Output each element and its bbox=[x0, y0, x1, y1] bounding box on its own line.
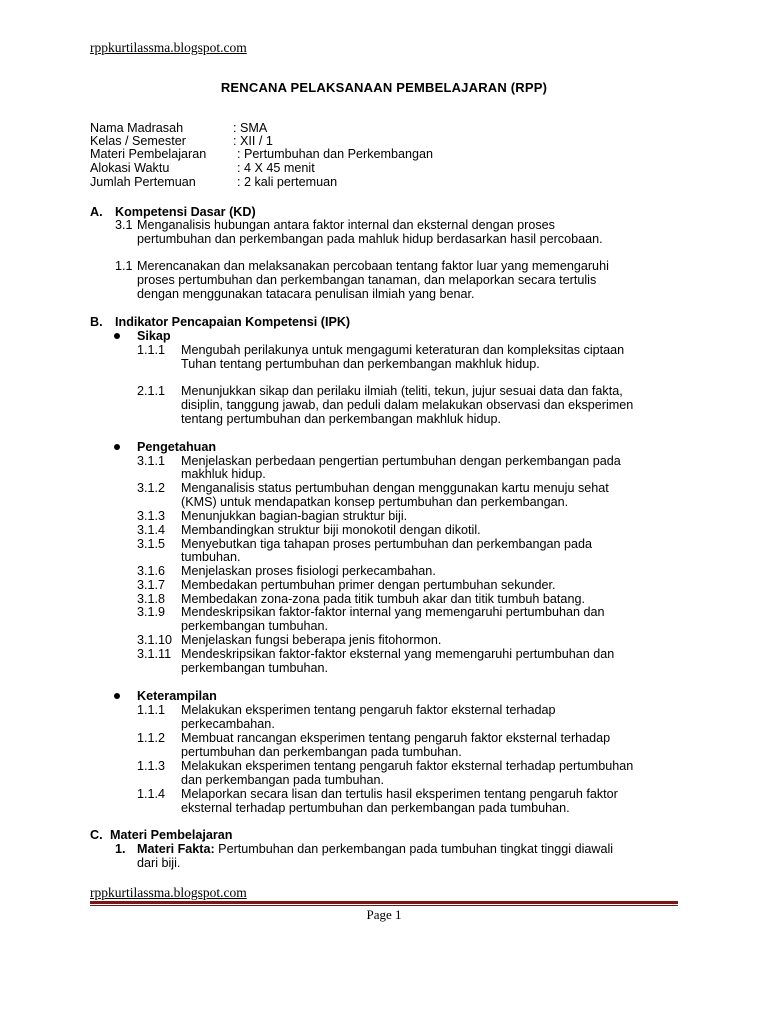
keterampilan-title: Keterampilan bbox=[137, 689, 217, 703]
kd-num-2: 1.1 bbox=[115, 259, 133, 273]
ipk-num: 2.1.1 bbox=[137, 384, 166, 398]
ipk-num: 3.1.10 bbox=[137, 633, 173, 647]
ipk-line: Membedakan zona-zona pada titik tumbuh akar dan titik tumbuh batang. bbox=[181, 592, 585, 606]
pengetahuan-title: Pengetahuan bbox=[137, 440, 217, 454]
section-c-title: Materi Pembelajaran bbox=[110, 828, 233, 842]
ipk-line: eksternal terhadap pertumbuhan dan perkembangan pada tumbuhan. bbox=[181, 801, 570, 815]
section-b-title: Indikator Pencapaian Kompetensi (IPK) bbox=[115, 315, 351, 329]
ipk-line: Membedakan pertumbuhan primer dengan pertumbuhan sekunder. bbox=[181, 578, 556, 592]
ipk-line: perkecambahan. bbox=[181, 717, 275, 731]
ipk-num: 1.1.4 bbox=[137, 787, 166, 801]
section-b-letter: B. bbox=[90, 315, 103, 329]
ipk-line: Menunjukkan bagian-bagian struktur biji. bbox=[181, 509, 408, 523]
materi-label: Materi Fakta: bbox=[137, 842, 215, 856]
ipk-line: Melakukan eksperimen tentang pengaruh faktor eksternal terhadap bbox=[181, 703, 556, 717]
ipk-line: makhluk hidup. bbox=[181, 467, 266, 481]
kd-num-1: 3.1 bbox=[115, 218, 133, 232]
footer-site-link[interactable]: rppkurtilassma.blogspot.com bbox=[90, 885, 247, 900]
identity-value-4: : 4 X 45 menit bbox=[237, 161, 315, 175]
materi-line bbox=[137, 842, 613, 856]
sikap-title: Sikap bbox=[137, 329, 171, 343]
header-site-link[interactable]: rppkurtilassma.blogspot.com bbox=[90, 40, 247, 55]
ipk-line: Melaporkan secara lisan dan tertulis hasil eksperimen tentang pengaruh faktor bbox=[181, 787, 618, 801]
identity-label-5: Jumlah Pertemuan bbox=[90, 175, 196, 189]
document-title: RENCANA PELAKSANAAN PEMBELAJARAN (RPP) bbox=[220, 80, 548, 95]
ipk-line: Menunjukkan sikap dan perilaku ilmiah (teliti, tekun, jujur sesuai data dan fakta, bbox=[181, 384, 623, 398]
kd-line: proses pertumbuhan dan perkembangan tanaman, dan melaporkan secara tertulis bbox=[137, 273, 597, 287]
ipk-line: Menjelaskan fungsi beberapa jenis fitohormon. bbox=[181, 633, 442, 647]
identity-value-5: : 2 kali pertemuan bbox=[237, 175, 338, 189]
footer-divider-thin bbox=[90, 905, 678, 906]
kd-line: Merencanakan dan melaksanakan percobaan tentang faktor luar yang memengaruhi bbox=[137, 259, 609, 273]
ipk-line: Mendeskripsikan faktor-faktor internal yang memengaruhi pertumbuhan dan bbox=[181, 605, 605, 619]
kd-line: dengan menggunakan tatacara penulisan ilmiah yang benar. bbox=[137, 287, 475, 301]
ipk-line: Membuat rancangan eksperimen tentang pengaruh faktor eksternal terhadap bbox=[181, 731, 611, 745]
identity-label-1: Nama Madrasah bbox=[90, 121, 184, 135]
ipk-line: Membandingkan struktur biji monokotil dengan dikotil. bbox=[181, 523, 481, 537]
ipk-line: Melakukan eksperimen tentang pengaruh faktor eksternal terhadap pertumbuhan bbox=[181, 759, 634, 773]
ipk-line: perkembangan tumbuhan. bbox=[181, 661, 329, 675]
ipk-line: Menganalisis status pertumbuhan dengan menggunakan kartu menuju sehat bbox=[181, 481, 609, 495]
kd-line: Menganalisis hubungan antara faktor internal dan eksternal dengan proses bbox=[137, 218, 555, 232]
ipk-num: 1.1.2 bbox=[137, 731, 166, 745]
identity-value-3: : Pertumbuhan dan Perkembangan bbox=[237, 147, 434, 161]
ipk-num: 1.1.1 bbox=[137, 703, 166, 717]
identity-label-3: Materi Pembelajaran bbox=[90, 147, 207, 161]
ipk-num: 3.1.4 bbox=[137, 523, 166, 537]
bullet-icon bbox=[114, 333, 120, 339]
ipk-num: 1.1.3 bbox=[137, 759, 166, 773]
ipk-line: dan perkembangan pada tumbuhan. bbox=[181, 773, 385, 787]
footer-divider bbox=[90, 901, 678, 904]
ipk-num: 1.1.1 bbox=[137, 343, 166, 357]
section-a-letter: A. bbox=[90, 205, 103, 219]
ipk-line: Mendeskripsikan faktor-faktor eksternal yang memengaruhi pertumbuhan dan bbox=[181, 647, 615, 661]
ipk-line: Mengubah perilakunya untuk mengagumi keteraturan dan kompleksitas ciptaan bbox=[181, 343, 625, 357]
ipk-line: perkembangan tumbuhan. bbox=[181, 619, 329, 633]
identity-label-4: Alokasi Waktu bbox=[90, 161, 170, 175]
ipk-line: tumbuhan. bbox=[181, 550, 241, 564]
ipk-num: 3.1.2 bbox=[137, 481, 166, 495]
ipk-line: Menyebutkan tiga tahapan proses pertumbuhan dan perkembangan pada bbox=[181, 537, 592, 551]
ipk-num: 3.1.7 bbox=[137, 578, 166, 592]
ipk-num: 3.1.3 bbox=[137, 509, 166, 523]
ipk-num: 3.1.11 bbox=[137, 647, 172, 661]
ipk-num: 3.1.1 bbox=[137, 454, 166, 468]
section-a-title: Kompetensi Dasar (KD) bbox=[115, 205, 256, 219]
ipk-line: tentang pertumbuhan dan perkembangan makhluk hidup. bbox=[181, 412, 501, 426]
ipk-line: (KMS) untuk mendapatkan konsep pertumbuhan dan perkembangan. bbox=[181, 495, 569, 509]
ipk-line: pertumbuhan dan perkembangan pada tumbuhan. bbox=[181, 745, 462, 759]
identity-value-2: : XII / 1 bbox=[233, 134, 273, 148]
materi-num: 1. bbox=[115, 842, 126, 856]
bullet-icon bbox=[114, 444, 120, 450]
page-number: Page 1 bbox=[366, 907, 402, 922]
ipk-line: Tuhan tentang pertumbuhan dan perkembangan makhluk hidup. bbox=[181, 357, 540, 371]
kd-line: pertumbuhan dan perkembangan pada mahluk hidup berdasarkan hasil percobaan. bbox=[137, 232, 603, 246]
identity-label-2: Kelas / Semester bbox=[90, 134, 186, 148]
ipk-line: Menjelaskan proses fisiologi perkecambahan. bbox=[181, 564, 436, 578]
ipk-num: 3.1.6 bbox=[137, 564, 166, 578]
ipk-line: disiplin, tanggung jawab, dan peduli dalam melakukan observasi dan eksperimen bbox=[181, 398, 634, 412]
bullet-icon bbox=[114, 693, 120, 699]
section-c-letter: C. bbox=[90, 828, 103, 842]
ipk-num: 3.1.8 bbox=[137, 592, 166, 606]
ipk-num: 3.1.5 bbox=[137, 537, 166, 551]
ipk-num: 3.1.9 bbox=[137, 605, 166, 619]
materi-line-2: dari biji. bbox=[137, 856, 181, 870]
ipk-line: Menjelaskan perbedaan pengertian pertumbuhan dengan perkembangan pada bbox=[181, 454, 621, 468]
materi-text: Pertumbuhan dan perkembangan pada tumbuhan tingkat tinggi diawali bbox=[214, 842, 614, 856]
identity-value-1: : SMA bbox=[233, 121, 268, 135]
